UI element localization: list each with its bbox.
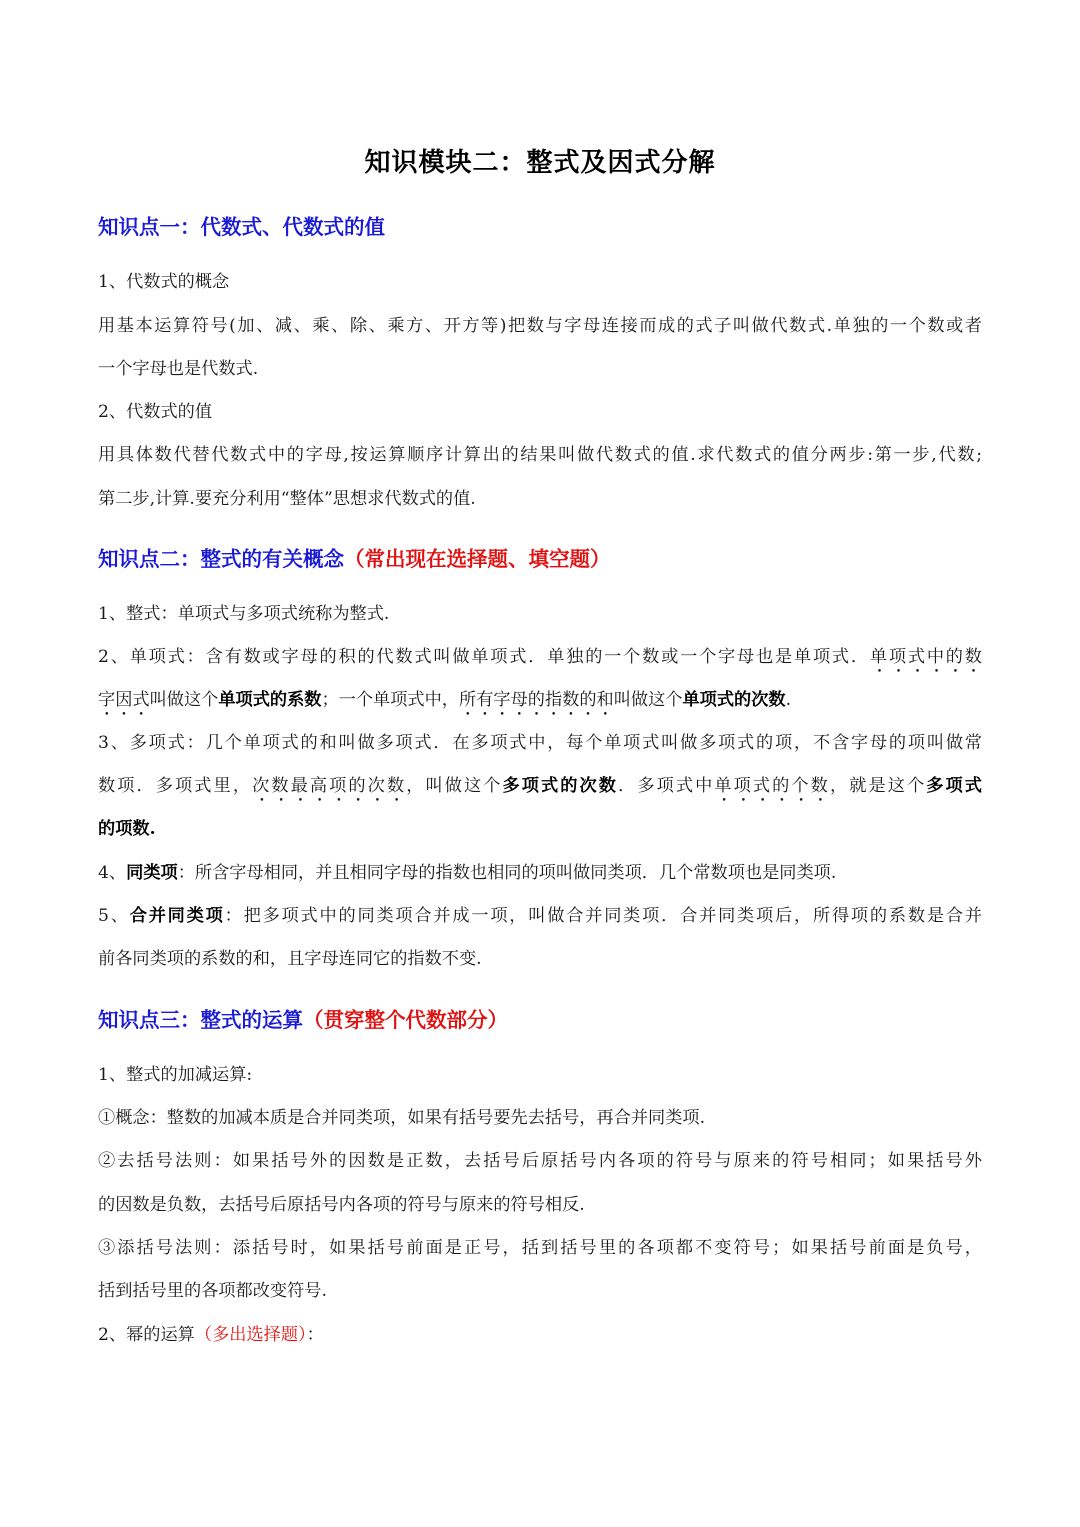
text-span: ，叫做这个 xyxy=(406,776,503,796)
paragraph-label: 1、代数式的概念 xyxy=(98,272,230,292)
list-item: 1、整式的加减运算: xyxy=(98,1065,253,1085)
note-text: （多出选择题） xyxy=(194,1325,307,1345)
bold-term: 的项数 xyxy=(98,819,150,839)
list-item-continuation: 括到括号里的各项都改变符号. xyxy=(98,1281,327,1301)
text-span: 叫做这个 xyxy=(613,690,683,710)
list-item-continuation: 前各同类项的系数的和，且字母连同它的指数不变. xyxy=(98,949,482,969)
section-heading-1: 知识点一：代数式、代数式的值 xyxy=(98,215,385,239)
list-item: ②去括号法则：如果括号外的因数是正数，去括号后原括号内各项的符号与原来的符号相同；如果括号外 xyxy=(98,1151,982,1171)
emphasis-text: 字因式 xyxy=(98,690,150,710)
text-span: 叫做这个 xyxy=(149,690,219,710)
list-item-continuation xyxy=(98,678,982,722)
paragraph-label: 2、代数式的值 xyxy=(98,402,213,422)
list-item: ③添括号法则：添括号时，如果括号前面是正号，括到括号里的各项都不变符号；如果括号前面是负号， xyxy=(98,1238,982,1258)
bold-term: 合并同类项 xyxy=(129,906,225,926)
emphasis-text: 单项式中的数 xyxy=(869,647,982,667)
list-item xyxy=(98,635,982,679)
bold-term: 多项式的次数 xyxy=(502,776,619,796)
text-span: ：所含字母相同，并且相同字母的指数也相同的项叫做同类项．几个常数项也是同类项. xyxy=(177,863,837,883)
list-item xyxy=(98,1313,982,1357)
section-heading-2 xyxy=(98,542,611,572)
emphasis-text: 单项式的个数 xyxy=(714,776,830,796)
heading-note: （常出现在选择题、填空题） xyxy=(344,547,611,571)
item-number: 5、 xyxy=(98,906,130,926)
text-span: ；一个单项式中， xyxy=(321,690,459,710)
text-span: ．多项式中 xyxy=(618,776,715,796)
paragraph-line: 用具体数代替代数式中的字母,按运算顺序计算出的结果叫做代数式的值.求代数式的值分两步:第一步,代数; xyxy=(98,445,982,465)
text-span: . xyxy=(785,690,792,710)
emphasis-text: 次数最高项的次数 xyxy=(252,776,407,796)
heading-text: 知识点三：整式的运算 xyxy=(98,1008,303,1032)
list-item xyxy=(98,851,982,895)
text-span: ，就是这个 xyxy=(829,776,927,796)
list-item-continuation xyxy=(98,764,982,808)
text-span: 2、幂的运算 xyxy=(98,1325,195,1345)
heading-text: 知识点二：整式的有关概念 xyxy=(98,547,344,571)
paragraph-line: 用基本运算符号(加、减、乘、除、乘方、开方等)把数与字母连接而成的式子叫做代数式.单独的一个数或者 xyxy=(98,316,982,336)
list-item: ①概念：整数的加减本质是合并同类项，如果有括号要先去括号，再合并同类项. xyxy=(98,1108,706,1128)
bold-term: 多项式 xyxy=(926,776,982,796)
bold-term: 单项式的次数 xyxy=(682,690,786,710)
bold-term: 同类项 xyxy=(126,863,178,883)
list-item-continuation xyxy=(98,807,982,851)
list-item xyxy=(98,894,982,938)
emphasis-text: 所有字母的指数的和 xyxy=(459,690,614,710)
text-span: 2、单项式：含有数或字母的积的代数式叫做单项式．单独的一个数或一个字母也是单项式． xyxy=(98,647,870,667)
list-item-continuation: 的因数是负数，去括号后原括号内各项的符号与原来的符号相反. xyxy=(98,1195,585,1215)
bold-term: 单项式的系数 xyxy=(218,690,322,710)
page-title: 知识模块二：整式及因式分解 xyxy=(364,148,716,178)
section-heading-3 xyxy=(98,1003,508,1033)
paragraph-line: 第二步,计算.要充分利用“整体”思想求代数式的值. xyxy=(98,489,476,509)
list-item: 1、整式：单项式与多项式统称为整式. xyxy=(98,604,390,624)
text-span: ： xyxy=(306,1325,324,1345)
list-item: 3、多项式：几个单项式的和叫做多项式．在多项式中，每个单项式叫做多项式的项，不含字母的项叫做常 xyxy=(98,733,982,753)
heading-note: （贯穿整个代数部分） xyxy=(303,1008,508,1032)
text-span: ：把多项式中的同类项合并成一项，叫做合并同类项．合并同类项后，所得项的系数是合并 xyxy=(224,906,982,926)
item-number: 4、 xyxy=(98,863,127,883)
text-span: 数项．多项式里， xyxy=(98,776,253,796)
paragraph-line: 一个字母也是代数式. xyxy=(98,359,259,379)
text-span: . xyxy=(149,819,156,839)
